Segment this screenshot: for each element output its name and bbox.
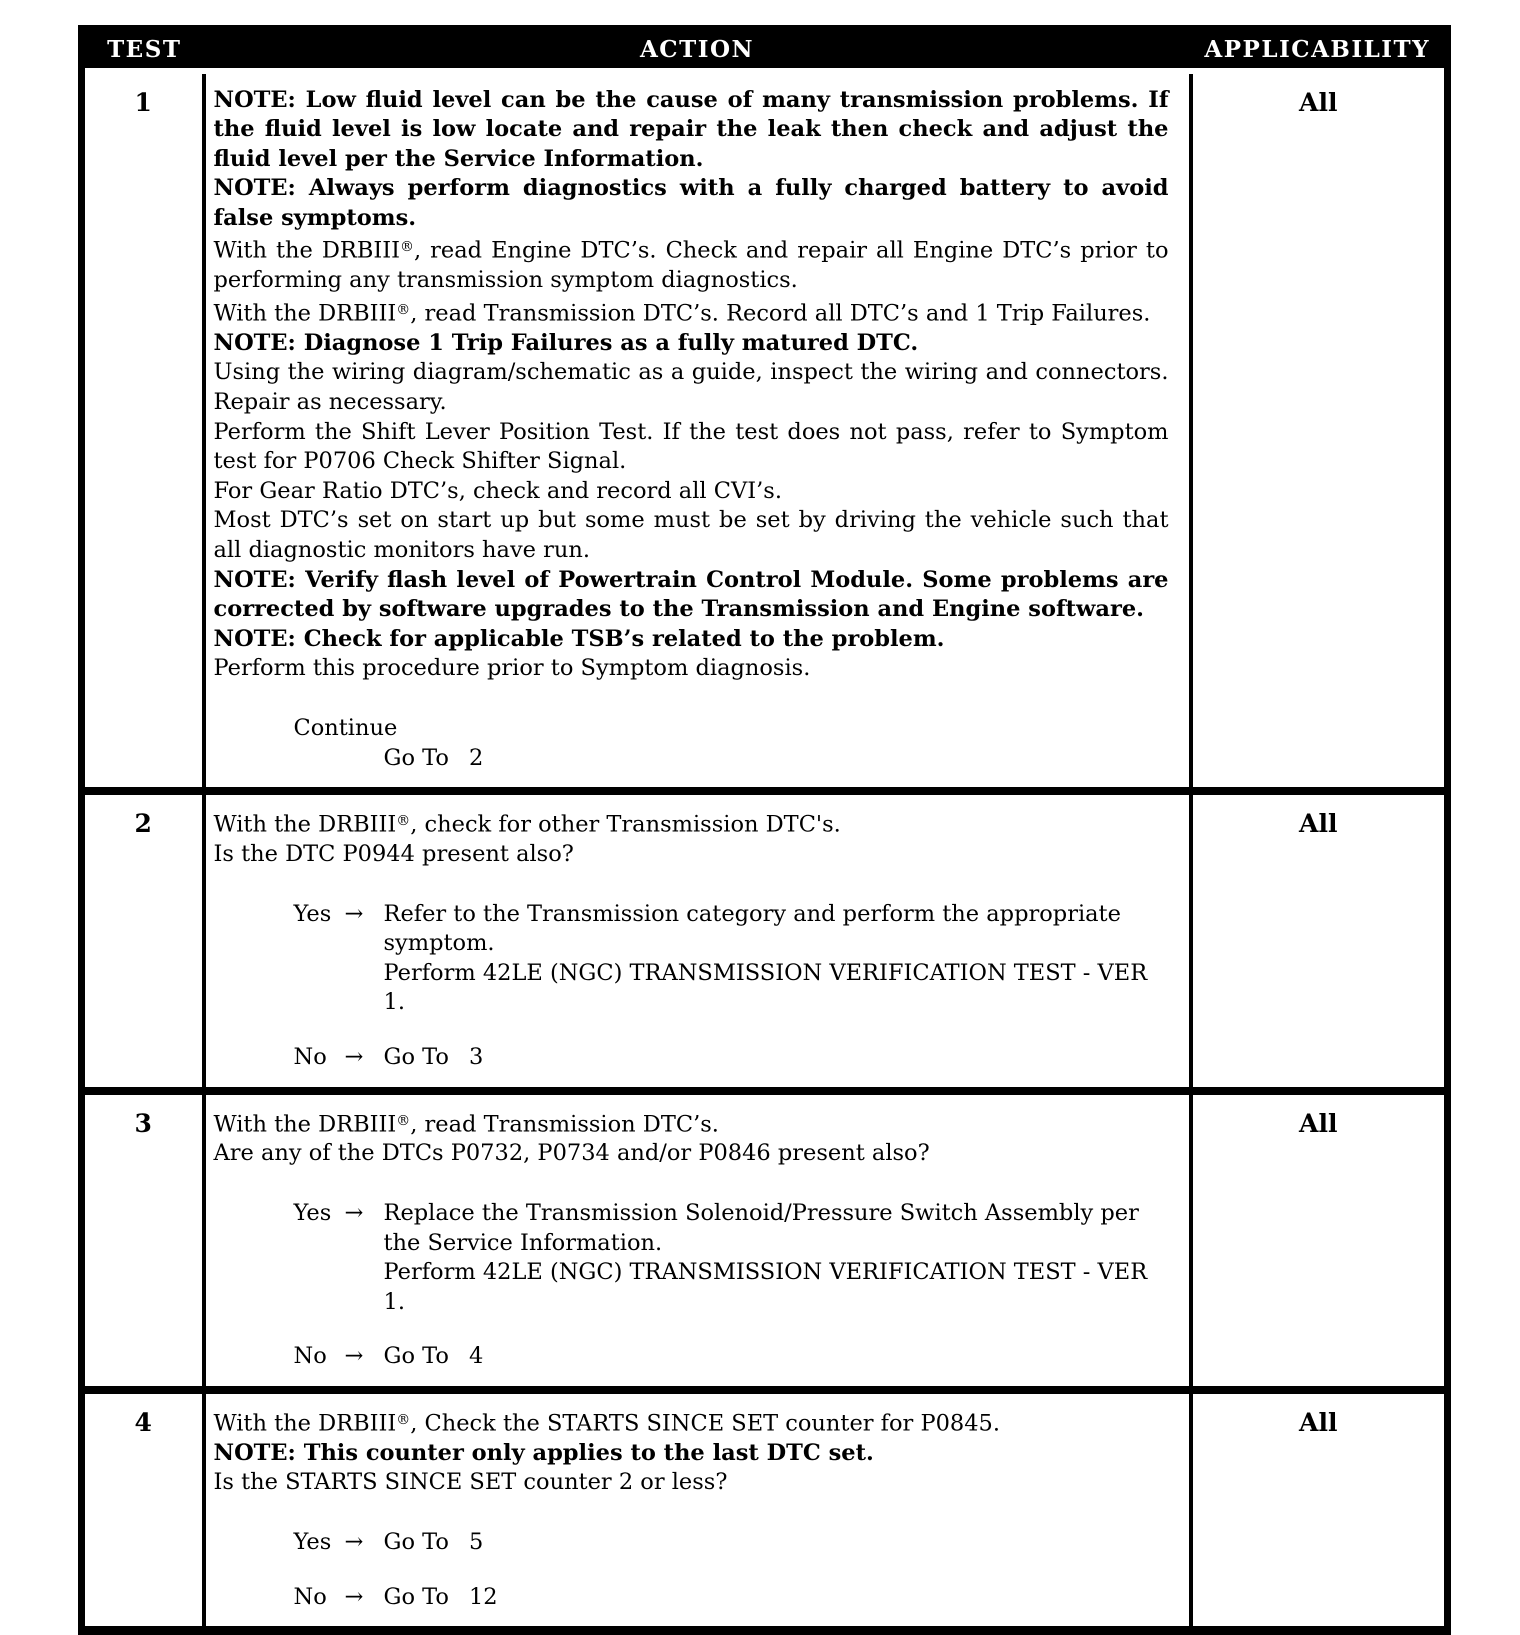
decision-line: Perform 42LE (NGC) TRANSMISSION VERIFICATION TEST - VER 1. [383, 1259, 1148, 1315]
note-paragraph: NOTE: Always perform diagnostics with a fully charged battery to avoid false symptoms. [213, 175, 1169, 231]
decision-no [214, 1583, 1169, 1613]
decision-block [214, 714, 1169, 773]
decision-content [384, 1199, 1169, 1317]
decision-row [214, 1342, 1169, 1372]
goto-target: 12 [468, 1583, 498, 1610]
applicability-value: All [1191, 1390, 1448, 1631]
column-header-action: ACTION [204, 29, 1191, 71]
right-arrow-icon: → [344, 1343, 364, 1370]
decision-row [214, 714, 1169, 744]
action-paragraph: With the DRBIII®, read Transmission DTC’s. Record all DTC’s and 1 Trip Failures. [213, 300, 1151, 327]
note-paragraph: NOTE: Low fluid level can be the cause of many transmission problems. If the fluid level is low locate and repair the leak then check and adjust the fluid level per the Service Information. [213, 86, 1169, 172]
note-paragraph: NOTE: Diagnose 1 Trip Failures as a fully matured DTC. [213, 329, 919, 356]
action-paragraph: Perform this procedure prior to Symptom diagnosis. [213, 655, 811, 682]
decision-label: Yes [293, 1199, 332, 1226]
right-arrow-icon: → [344, 1043, 364, 1070]
goto-label: Go To [383, 1528, 449, 1555]
goto-target: 4 [468, 1343, 484, 1370]
decision-label: Continue [293, 714, 398, 741]
goto-label: Go To [383, 744, 449, 771]
decision-content [384, 1528, 1169, 1558]
action-paragraphs [214, 1406, 1169, 1498]
decision-block [214, 1528, 1169, 1612]
column-header-test: TEST [82, 29, 204, 71]
action-paragraph: Perform the Shift Lever Position Test. If the test does not pass, refer to Symptom test for P0706 Check Shifter Signal. [213, 418, 1169, 475]
right-arrow-icon: → [344, 1199, 364, 1226]
action-paragraph: For Gear Ratio DTC’s, check and record all CVI’s. [213, 477, 782, 504]
column-header-applicability: APPLICABILITY [1191, 29, 1448, 71]
note-paragraph: NOTE: This counter only applies to the last DTC set. [213, 1439, 874, 1466]
decision-label: No [293, 1583, 327, 1610]
goto-instruction [384, 1583, 1169, 1613]
goto-target: 2 [468, 744, 484, 771]
action-paragraph: With the DRBIII®, Check the STARTS SINCE SET counter for P0845. [213, 1410, 1001, 1437]
goto-instruction [384, 1043, 1169, 1073]
decision-line: Perform 42LE (NGC) TRANSMISSION VERIFICATION TEST - VER 1. [383, 959, 1148, 1016]
action-paragraphs [214, 1107, 1169, 1169]
decision-row [214, 744, 1169, 774]
decision-no [214, 1043, 1169, 1073]
decision-row [214, 1199, 1169, 1317]
test-number: 4 [82, 1390, 204, 1631]
goto-label: Go To [383, 1043, 449, 1070]
decision-row [214, 1528, 1169, 1558]
right-arrow-icon: → [344, 1583, 364, 1610]
decision-yes [214, 900, 1169, 1018]
action-paragraph: With the DRBIII®, read Transmission DTC’s. [213, 1110, 719, 1137]
decision-label: Yes [293, 900, 332, 927]
action-paragraph: Are any of the DTCs P0732, P0734 and/or P0846 present also? [213, 1140, 930, 1167]
table-row [82, 71, 1448, 792]
decision-line: Refer to the Transmission category and perform the appropriate symptom. [383, 900, 1121, 957]
action-paragraphs [214, 86, 1169, 684]
applicability-value: All [1191, 791, 1448, 1090]
applicability-value: All [1191, 1091, 1448, 1390]
decision-content [384, 1583, 1169, 1613]
decision-content [384, 1043, 1169, 1073]
decision-row [214, 1043, 1169, 1073]
table-header-row [82, 29, 1448, 71]
table-row [82, 791, 1448, 1090]
action-paragraph: Is the STARTS SINCE SET counter 2 or less? [213, 1469, 728, 1496]
note-paragraph: NOTE: Verify flash level of Powertrain Control Module. Some problems are corrected by software upgrades to the Transmission and Engine software. [213, 566, 1169, 623]
table-row [82, 1091, 1448, 1390]
action-paragraph: With the DRBIII®, check for other Transmission DTC's. [213, 811, 841, 838]
goto-target: 5 [468, 1528, 484, 1555]
applicability-value: All [1191, 71, 1448, 792]
decision-block [214, 900, 1169, 1073]
goto-instruction [384, 1528, 1169, 1558]
right-arrow-icon: → [344, 1528, 364, 1555]
decision-label: No [293, 1043, 327, 1070]
goto-instruction [384, 1342, 1169, 1372]
action-paragraph: With the DRBIII®, read Engine DTC’s. Check and repair all Engine DTC’s prior to performing any transmission symptom diagnostics. [213, 237, 1169, 294]
table-row [82, 1390, 1448, 1631]
right-arrow-icon: → [344, 900, 364, 927]
action-cell [204, 1390, 1191, 1631]
action-paragraph: Most DTC’s set on start up but some must be set by driving the vehicle such that all diagnostic monitors have run. [213, 507, 1169, 563]
registered-mark: ® [400, 239, 414, 256]
registered-mark: ® [396, 301, 411, 318]
decision-label: Yes [293, 1528, 332, 1555]
diagnostic-test-table [78, 25, 1451, 1635]
decision-line: Replace the Transmission Solenoid/Pressure Switch Assembly per the Service Information. [383, 1199, 1139, 1256]
decision-yes [214, 1199, 1169, 1317]
decision-yes [214, 1528, 1169, 1558]
test-number: 3 [82, 1091, 204, 1390]
decision-content [384, 900, 1169, 1018]
decision-content [384, 744, 1169, 774]
action-paragraph: Is the DTC P0944 present also? [213, 840, 574, 867]
action-cell [204, 1091, 1191, 1390]
decision-block [214, 1199, 1169, 1372]
action-cell [204, 71, 1191, 792]
goto-instruction [384, 744, 1169, 774]
decision-content [384, 1342, 1169, 1372]
decision-label: No [293, 1343, 327, 1370]
registered-mark: ® [396, 1411, 411, 1428]
goto-label: Go To [383, 1343, 449, 1370]
action-paragraphs [214, 807, 1169, 869]
decision-no [214, 1342, 1169, 1372]
registered-mark: ® [396, 1112, 411, 1129]
goto-label: Go To [383, 1583, 449, 1610]
decision-row [214, 1583, 1169, 1613]
registered-mark: ® [396, 813, 411, 830]
note-paragraph: NOTE: Check for applicable TSB’s related to the problem. [213, 625, 945, 652]
action-paragraph: Using the wiring diagram/schematic as a guide, inspect the wiring and connectors. Repair as necessary. [213, 359, 1169, 415]
decision-row [214, 900, 1169, 1018]
action-cell [204, 791, 1191, 1090]
decision-continue [214, 714, 1169, 773]
test-number: 1 [82, 71, 204, 792]
test-number: 2 [82, 791, 204, 1090]
goto-target: 3 [468, 1043, 484, 1070]
